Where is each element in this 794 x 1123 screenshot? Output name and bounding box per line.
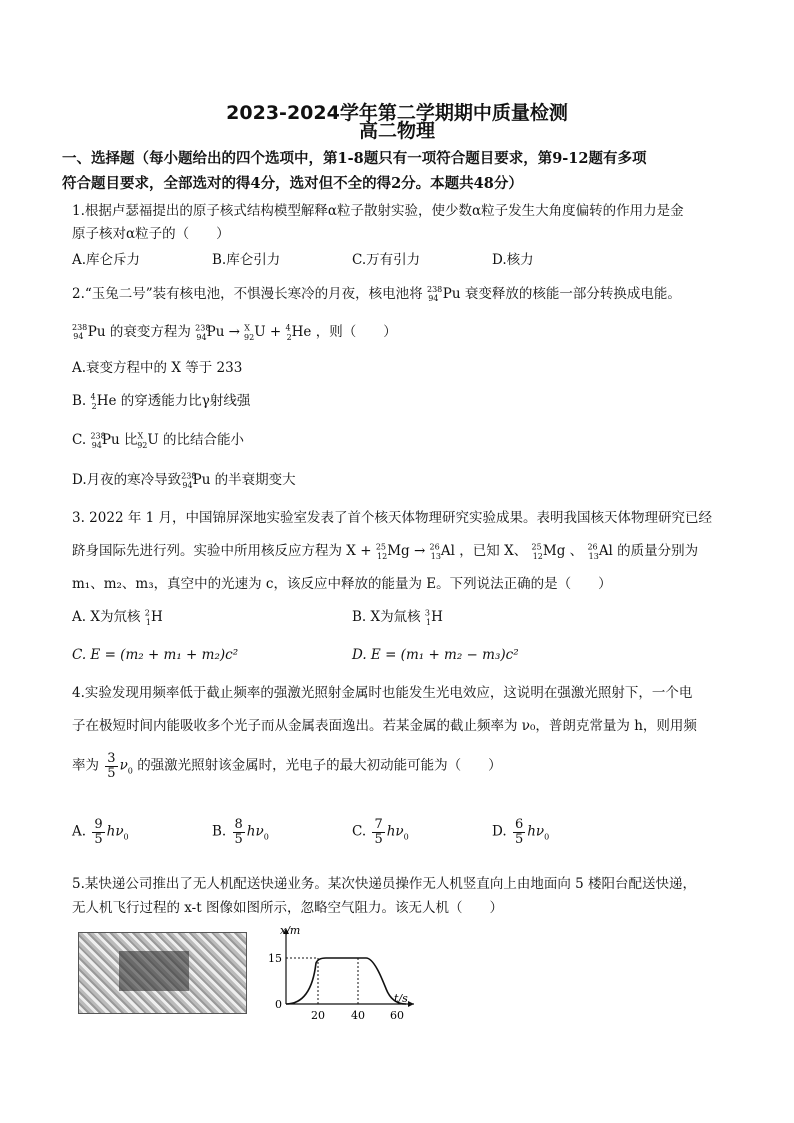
q2-option-c[interactable]: C. $^{238}_{94}$Pu 比$^X_{92}$U 的比结合能小 — [72, 431, 245, 450]
q4-line3: 率为 $\frac{3}{5}$ $\nu_0$ 的强激光照射该金属时，光电子的最大初动能可能为（ ） — [72, 751, 502, 781]
x-axis-label: t/s — [394, 992, 408, 1005]
q4-option-a[interactable]: A. $\frac{9}{5}$ $h\nu_0$ — [72, 817, 129, 847]
x-tick-60: 60 — [390, 1009, 404, 1022]
subject-text: 高二物理 — [358, 120, 435, 142]
fraction-3-5: $\frac{3}{5}$ — [107, 751, 116, 781]
q3-line3: m₁、m₂、m₃，真空中的光速为 c，该反应中释放的能量为 E。下列说法正确的是（ ） — [72, 576, 612, 592]
q2-b-text: He 的穿透能力比γ射线强 — [96, 393, 251, 409]
q4-d-label: D. — [492, 823, 507, 840]
xt-curve — [286, 958, 406, 1004]
q1-line2: 原子核对α粒子的（ ） — [72, 226, 230, 242]
q1-option-c[interactable]: C.万有引力 — [352, 252, 421, 268]
q4-c-label: C. — [352, 823, 367, 840]
exam-title: 2023-2024学年第二学期期中质量检测 — [226, 102, 568, 124]
pu-nuclide: $^{238}_{94}$ — [426, 284, 443, 304]
q3-option-b[interactable]: B. X为氚核 $^3_1$H — [352, 608, 443, 627]
q2-option-d[interactable]: D.月夜的寒冷导致$^{238}_{94}$Pu 的半衰期变大 — [72, 471, 296, 490]
q3-option-c[interactable]: C. E = (m₂ + m₁ + m₂)c² — [72, 647, 239, 663]
q3-reaction-equation: X + $^{25}_{12}$Mg → $^{26}_{13}$Al — [346, 542, 455, 561]
q2-decay-equation: $^{238}_{94}$Pu → $^X_{92}$U + $^4_2$He — [195, 323, 312, 342]
q2-d-text1: D.月夜的寒冷导致 — [72, 472, 182, 488]
q1-option-a[interactable]: A.库仑斥力 — [72, 252, 141, 268]
q2-c-label: C. — [72, 432, 87, 448]
q2-line2-tail: ，则（ ） — [315, 324, 397, 340]
x-axis-arrow-icon — [408, 1001, 414, 1007]
y-axis-label: x/m — [280, 924, 301, 937]
y-tick-15: 15 — [268, 952, 282, 965]
fraction-7-5: $\frac{7}{5}$ — [374, 817, 383, 847]
pu-nuclide: $^{238}_{94}$ — [72, 322, 88, 342]
drone-silhouette — [119, 951, 189, 991]
q2-line1 — [72, 282, 681, 303]
q3-line2-mid: ，已知 X、 — [459, 543, 528, 559]
section-heading-line1: 一、选择题（每小题给出的四个选项中，第1-8题只有一项符合题目要求，第9-12题有多项 — [62, 150, 647, 167]
q4-b-label: B. — [212, 823, 227, 840]
q3-line1: 3. 2022 年 1 月，中国锦屏深地实验室发表了首个核天体物理研究实验成果。表明我国核天体物理研究已经 — [72, 510, 712, 526]
q2-d-text2: Pu 的半衰期变大 — [192, 472, 296, 488]
q3-line2: 跻身国际先进行列。实验中所用核反应方程为 X + $^{25}_{12}$Mg → $^{26}_{13}$Al ，已知 X、 $^{25}_{12}$Mg 、 $^{26}_{13}$Al 的质量分别为 — [72, 542, 699, 561]
q5-line2: 无人机飞行过程的 x-t 图像如图所示，忽略空气阻力。该无人机（ ） — [72, 900, 503, 916]
q2-line2 — [72, 320, 397, 342]
q3-b-text: B. X为氚核 — [352, 609, 421, 625]
q2-c-text2: U 的比结合能小 — [147, 432, 245, 448]
drone-photo — [78, 932, 247, 1014]
q2-line1-text: 2.“玉兔二号”装有核电池，不惧漫长寒冷的月夜，核电池将 — [72, 286, 423, 302]
q2-line2-text: Pu 的衰变方程为 — [87, 324, 191, 340]
q4-line1: 4.实验发现用频率低于截止频率的强激光照射金属时也能发生光电效应，这说明在强激光照射下，一个电 — [72, 685, 693, 701]
q3-line2-text: 跻身国际先进行列。实验中所用核反应方程为 — [72, 543, 342, 559]
q3-option-a[interactable]: A. X为氘核 $^2_1$H — [72, 608, 163, 627]
q2-option-b[interactable]: B. $^4_2$He 的穿透能力比γ射线强 — [72, 392, 251, 411]
fraction-9-5: $\frac{9}{5}$ — [94, 817, 103, 847]
exam-subject — [0, 116, 794, 143]
q1-line1: 1.根据卢瑟福提出的原子核式结构模型解释α粒子散射实验，使少数α粒子发生大角度偏转的作用力是金 — [72, 203, 684, 219]
q2-line1-tail: Pu 衰变释放的核能一部分转换成电能。 — [442, 286, 681, 302]
q1-option-b[interactable]: B.库仑引力 — [212, 252, 281, 268]
q3-line2-tail: Al 的质量分别为 — [598, 543, 699, 559]
q2-c-text1: Pu 比 — [101, 432, 138, 448]
q2-option-a[interactable]: A.衰变方程中的 X 等于 233 — [72, 360, 243, 376]
xt-graph — [268, 922, 418, 1022]
q2-b-label: B. — [72, 393, 87, 409]
q3-option-d[interactable]: D. E = (m₁ + m₂ − m₃)c² — [352, 647, 519, 663]
x-tick-40: 40 — [351, 1009, 365, 1022]
q4-option-d[interactable]: D. $\frac{6}{5}$ $h\nu_0$ — [492, 817, 550, 847]
q4-line3-text: 率为 — [72, 757, 99, 774]
q3-line2-mg: Mg 、 — [542, 543, 584, 559]
section-heading-line2: 符合题目要求，全部选对的得4分，选对但不全的得2分。本题共48分） — [62, 175, 523, 192]
origin-tick: 0 — [275, 998, 282, 1011]
q5-line1: 5.某快递公司推出了无人机配送快递业务。某次快递员操作无人机竖直向上由地面向 5 楼阳台配送快递， — [72, 876, 697, 892]
x-tick-20: 20 — [311, 1009, 325, 1022]
q3-a-text: A. X为氘核 — [72, 609, 141, 625]
q4-line3-tail: 的强激光照射该金属时，光电子的最大初动能可能为（ ） — [137, 757, 502, 774]
fraction-8-5: $\frac{8}{5}$ — [234, 817, 243, 847]
q1-option-d[interactable]: D.核力 — [492, 252, 534, 268]
q4-a-label: A. — [72, 823, 87, 840]
q4-option-b[interactable]: B. $\frac{8}{5}$ $h\nu_0$ — [212, 817, 269, 847]
fraction-6-5: $\frac{6}{5}$ — [514, 817, 524, 847]
q4-option-c[interactable]: C. $\frac{7}{5}$ $h\nu_0$ — [352, 817, 409, 847]
q4-line2: 子在极短时间内能吸收多个光子而从金属表面逸出。若某金属的截止频率为 ν₀，普朗克常量为 h，则用频 — [72, 718, 697, 734]
